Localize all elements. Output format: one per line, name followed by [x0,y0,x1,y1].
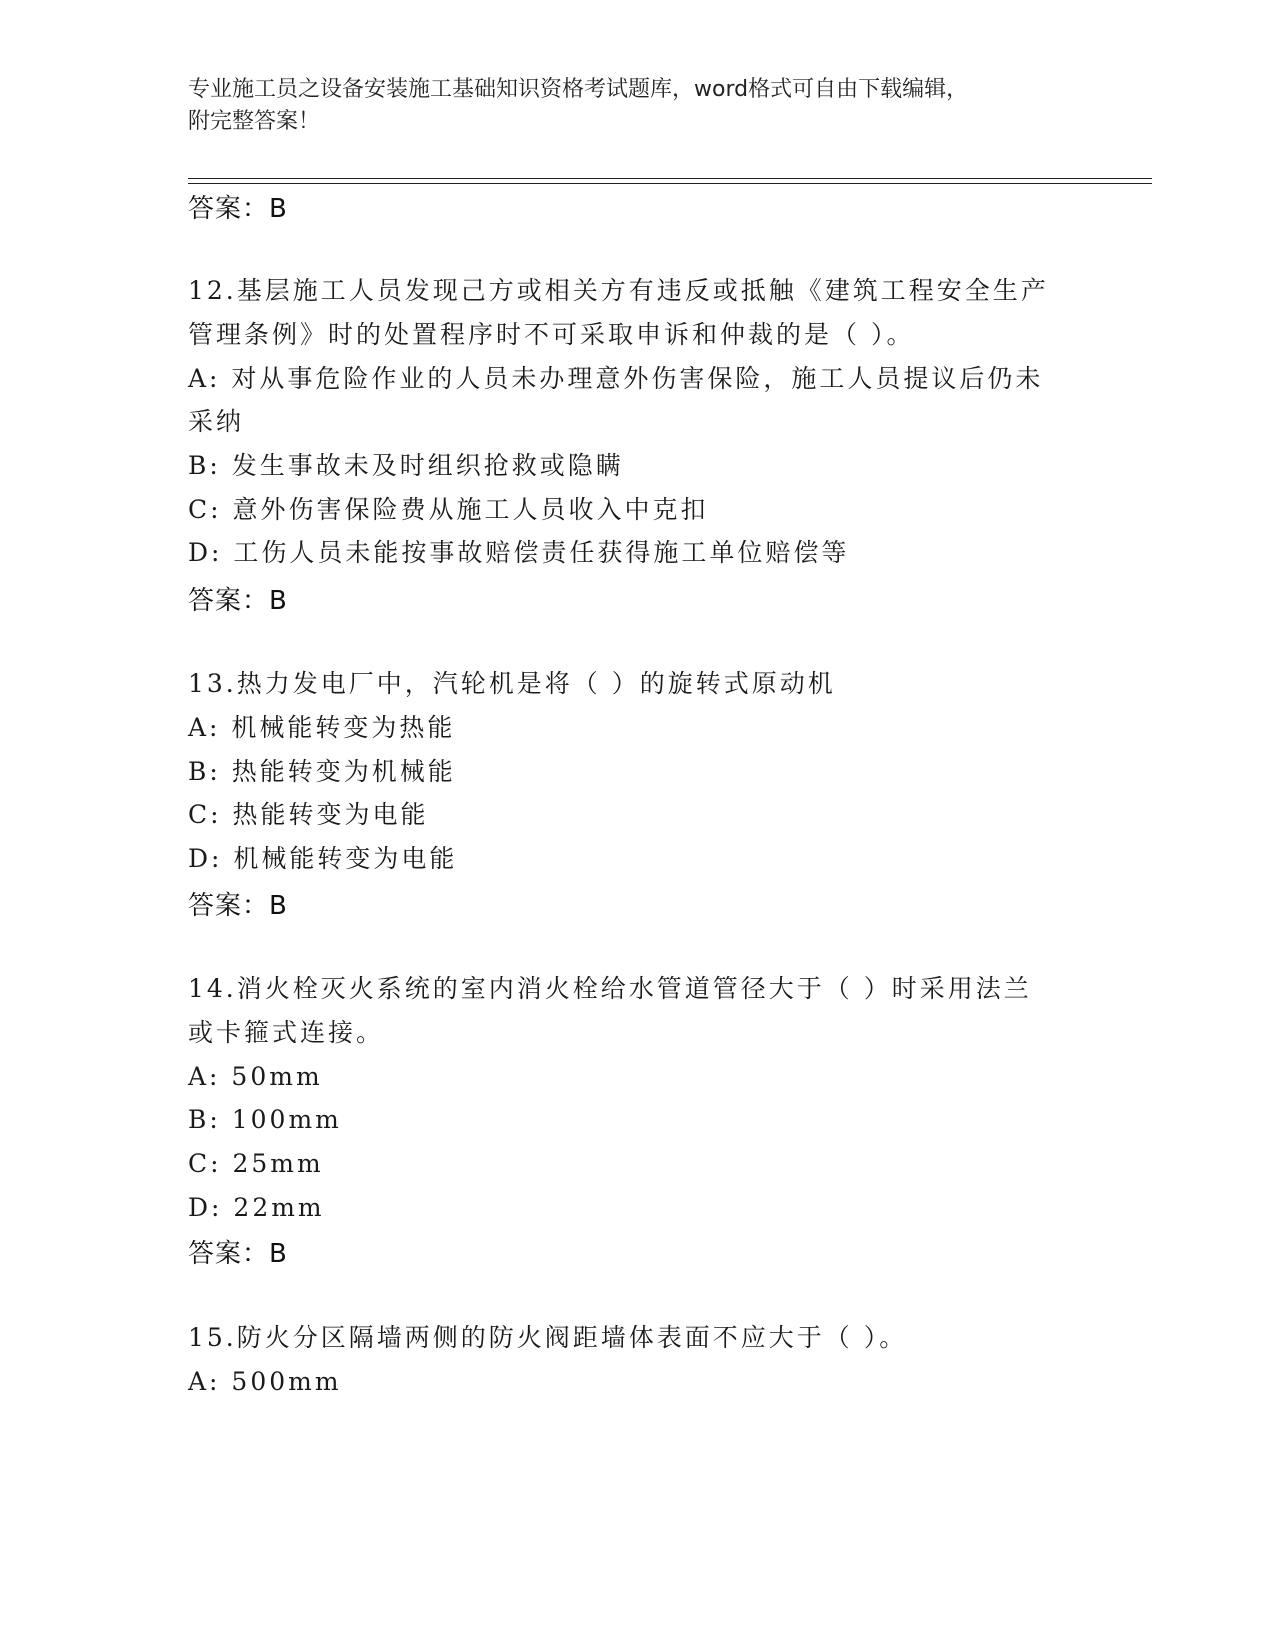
question-stem: 12.基层施工人员发现己方或相关方有违反或抵触《建筑工程安全生产 [188,276,1049,305]
option-d: D: 工伤人员未能按事故赔偿责任获得施工单位赔偿等 [188,538,850,567]
option-a-continued: 采纳 [188,407,245,436]
option-d: D: 22mm [188,1193,325,1222]
question-stem: 13.热力发电厂中，汽轮机是将（ ）的旋转式原动机 [188,669,836,698]
header-divider-top [188,178,1152,179]
question-answer: 答案：B [188,891,288,921]
option-c: C: 意外伤害保险费从施工人员收入中克扣 [188,495,709,524]
header-divider-bottom [188,183,1152,184]
option-a: A: 对从事危险作业的人员未办理意外伤害保险，施工人员提议后仍未 [188,364,1044,393]
prev-answer: 答案：B [188,194,288,224]
option-b: B: 发生事故未及时组织抢救或隐瞒 [188,451,624,480]
option-c: C: 热能转变为电能 [188,800,429,829]
option-a: A: 机械能转变为热能 [188,713,456,742]
option-b: B: 热能转变为机械能 [188,757,456,786]
question-stem: 14.消火栓灭火系统的室内消火栓给水管道管径大于（ ）时采用法兰 [188,974,1032,1003]
header-line-1: 专业施工员之设备安装施工基础知识资格考试题库，word格式可自由下载编辑， [188,77,969,102]
question-stem-continued: 或卡箍式连接。 [188,1018,385,1047]
question-stem-continued: 管理条例》时的处置程序时不可采取申诉和仲裁的是（ ）。 [188,320,915,349]
question-answer: 答案：B [188,586,288,616]
header-line-2: 附完整答案！ [188,109,321,134]
question-answer: 答案：B [188,1239,288,1269]
option-a: A: 50mm [188,1062,323,1091]
question-stem: 15.防火分区隔墙两侧的防火阀距墙体表面不应大于（ ）。 [188,1323,908,1352]
option-b: B: 100mm [188,1105,342,1134]
document-header [188,74,1068,138]
option-d: D: 机械能转变为电能 [188,844,458,873]
option-c: C: 25mm [188,1149,324,1178]
option-a: A: 500mm [188,1367,342,1396]
